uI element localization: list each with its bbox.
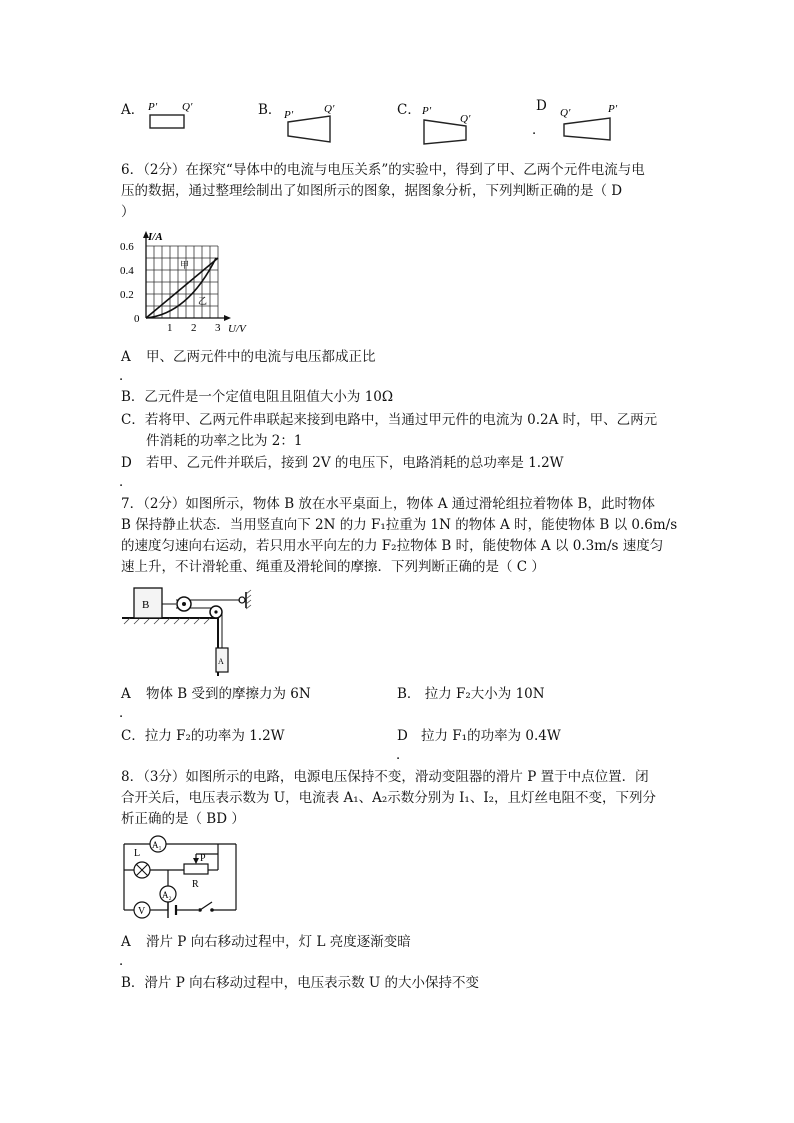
q7-pulley-figure [118,582,293,680]
q8-voltmeter-label: V [138,906,146,917]
q8-option-a-dot: ． [119,953,133,969]
q8-option-a-letter: A [121,934,131,950]
q7-option-d-dot: ． [396,747,410,763]
q6-y-axis-label: I/A [148,231,163,243]
q6-option-a-letter: A [121,349,131,365]
q5-option-b-letter: B． [258,102,282,118]
q7-option-b: B． 拉力 F₂大小为 10N [397,686,545,702]
q5-a-q-label: Q′ [182,101,193,113]
q6-stem-line2: 压的数据，通过整理绘制出了如图所示的图象，据图象分析，下列判断正确的是（ D [121,183,623,199]
q6-iu-graph [118,228,263,336]
q6-option-d-dot: ． [119,474,133,490]
q7-option-a-dot: ． [119,705,133,721]
q7-block-b-label: B [142,599,150,611]
q8-ammeter-a2-label: A₂ [162,890,172,900]
q6-y-tick-04: 0.4 [120,265,134,277]
q5-d-q-label: Q′ [560,107,571,119]
q7-stem-line3: 的速度匀速向右运动，若只用水平向左的力 F₂拉物体 B 时，能使物体 A 以 0.3m/s 速度匀 [121,538,664,554]
q5-option-a-shape [140,98,210,138]
q7-option-a-letter: A [121,686,131,702]
q6-x-tick-1: 1 [167,322,173,334]
q6-x-tick-3: 3 [215,322,221,334]
q8-stem-line3: 析正确的是（ BD ） [121,811,245,827]
q7-block-a-label: A [218,657,224,666]
q7-option-c: C．拉力 F₂的功率为 1.2W [121,728,285,744]
q6-y-tick-02: 0.2 [120,289,134,301]
q8-stem-line2: 合开关后，电压表示数为 U，电流表 A₁、A₂示数分别为 I₁、I₂，且灯丝电阻不变，下列分 [121,790,657,806]
q7-stem-line4: 速上升，不计滑轮重、绳重及滑轮间的摩擦．下列判断正确的是（ C ） [121,559,545,575]
q5-b-q-label: Q′ [324,103,335,115]
q5-option-b-shape [278,100,348,146]
q5-option-c-shape [418,100,488,146]
q5-c-p-label: P′ [422,105,432,117]
q5-a-p-label: P′ [148,101,158,113]
q5-d-p-label: P′ [608,103,618,115]
q8-lamp-label: L [134,848,141,859]
q6-x-tick-2: 2 [191,322,197,334]
q6-option-d-letter: D [121,455,132,471]
q6-option-c-line1: C．若将甲、乙两元件串联起来接到电路中，当通过甲元件的电流为 0.2A 时，甲、乙两元 [121,412,658,428]
q7-option-d-letter: D [397,728,408,744]
q6-stem-line1: 6．（2分）在探究“导体中的电流与电压关系”的实验中，得到了甲、乙两个元件电流与电 [121,162,645,178]
q7-stem-line1: 7．（2分）如图所示，物体 B 放在水平桌面上，物体 A 通过滑轮组拉着物体 B，此时物体 [121,496,655,512]
q5-option-d-letter: D [536,98,547,114]
q6-stem-line3: ） [121,204,135,220]
q7-option-d-text: 拉力 F₁的功率为 0.4W [421,728,561,744]
q6-option-b: B．乙元件是一个定值电阻且阻值大小为 10Ω [121,389,394,405]
q6-curve-label-yi: 乙 [198,296,208,306]
q8-resistor-label: R [192,879,199,890]
q8-option-b: B．滑片 P 向右移动过程中，电压表示数 U 的大小保持不变 [121,975,480,991]
q6-option-d-text: 若甲、乙元件并联后，接到 2V 的电压下，电路消耗的总功率是 1.2W [146,455,564,471]
q5-option-a-letter: A． [121,102,145,118]
q6-curve-label-jia: 甲 [180,260,190,270]
q8-circuit-diagram [118,832,246,922]
q5-c-q-label: Q′ [460,113,471,125]
q5-option-c-letter: C． [397,102,421,118]
q7-option-a-text: 物体 B 受到的摩擦力为 6N [146,686,311,702]
q6-option-a-text: 甲、乙两元件中的电流与电压都成正比 [146,349,376,365]
q6-option-a-dot: ． [119,368,133,384]
q5-option-d-dot: ． [532,122,546,138]
q8-slider-label: P [200,853,206,864]
q5-option-d-shape [556,100,626,146]
q6-y-tick-06: 0.6 [120,241,134,253]
q7-stem-line2: B 保持静止状态．当用竖直向下 2N 的力 F₁拉重为 1N 的物体 A 时，能使物体 B 以 0.6m/s [121,517,678,533]
q5-b-p-label: P′ [284,109,294,121]
q8-stem-line1: 8．（3分）如图所示的电路，电源电压保持不变，滑动变阻器的滑片 P 置于中点位置．闭 [121,769,649,785]
q6-x-axis-label: U/V [228,323,246,335]
q6-y-tick-0: 0 [134,313,140,325]
q8-ammeter-a1-label: A₁ [152,840,162,850]
q6-option-c-line2: 件消耗的功率之比为 2：1 [146,433,303,449]
q8-option-a-text: 滑片 P 向右移动过程中，灯 L 亮度逐渐变暗 [146,934,411,950]
